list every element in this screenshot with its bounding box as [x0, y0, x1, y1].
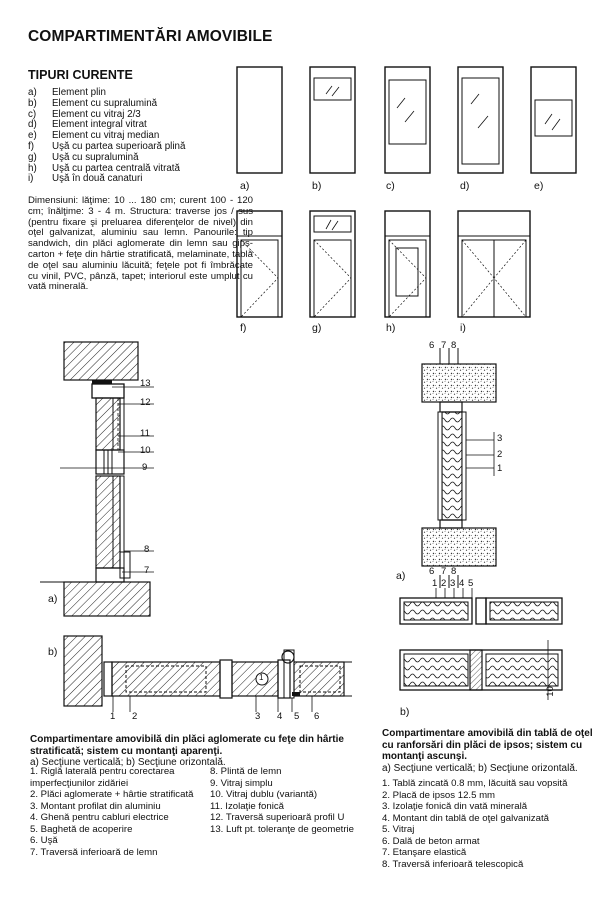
legend-item: 13. Luft pt. toleranţe de geometrie [210, 823, 354, 835]
legend-item: 6. Dală de beton armat [382, 835, 480, 847]
list-item: i) Uşă în două canaturi [28, 173, 143, 185]
right-caption-title: Compartimentare amovibilă din tablă de oţel cu ranforsări din plăci de ipsos; sistem cu montanţi ascunşi. [382, 728, 593, 762]
panel-i [458, 211, 530, 317]
legend-item: 10. Vitraj dublu (variantă) [210, 789, 318, 800]
rsection-label-a: a) [396, 570, 406, 582]
hcallout-3: 3 [255, 711, 261, 722]
rmid-6: 6 [429, 566, 435, 577]
panel-label-g: g) [312, 322, 322, 334]
callout-7: 7 [144, 565, 150, 576]
rside-3: 3 [497, 433, 503, 444]
right-vertical-section [422, 348, 496, 566]
left-caption-title: Compartimentare amovibilă din plăci aglomerate cu feţe din hârtie stratificată; sistem cu montanţi aparenţi. [30, 734, 344, 757]
legend-item: 1. Riglă laterală pentru corectarea imperfecţiunilor zidăriei [30, 766, 175, 789]
legend-item: 7. Traversă inferioară de lemn [30, 846, 158, 858]
page-title: COMPARTIMENTĂRI AMOVIBILE [28, 28, 273, 45]
callout-11: 11 [140, 428, 150, 439]
rh-4: 4 [459, 578, 465, 589]
right-horizontal-section-b [400, 640, 562, 700]
panel-d [458, 67, 503, 173]
rtop-6: 6 [429, 340, 435, 351]
legend-item: 7. Etanşare elastică [382, 847, 467, 858]
legend-item: 2. Placă de ipsos 12.5 mm [382, 789, 496, 801]
list-item: f) Uşă cu partea superioară plină [28, 140, 186, 152]
circle-label: 1 [259, 673, 264, 682]
list-item: h) Uşă cu partea centrală vitrată [28, 162, 180, 174]
legend-item: 12. Traversă superioară profil U [210, 812, 345, 823]
rh-3: 3 [450, 578, 456, 589]
panel-e [531, 67, 576, 173]
panel-label-c: c) [386, 180, 395, 192]
right-legend [382, 778, 597, 870]
rb-10: 10 [544, 686, 556, 697]
left-legend-col1 [30, 766, 200, 858]
rtop-8: 8 [451, 340, 457, 351]
list-item: b) Element cu supralumină [28, 97, 158, 109]
list-item: g) Uşă cu supralumină [28, 151, 139, 163]
callout-10: 10 [140, 445, 151, 456]
right-caption-sub: a) Secţiune verticală; b) Secţiune orizontală. [382, 762, 578, 774]
hcallout-4: 4 [277, 711, 283, 722]
rh-1: 1 [432, 578, 438, 589]
rh-2: 2 [441, 578, 447, 589]
panel-label-f: f) [240, 322, 247, 334]
legend-item: 5. Baghetă de acoperire [30, 823, 133, 835]
legend-item: 4. Ghenă pentru cabluri electrice [30, 812, 169, 823]
left-legend-col2 [210, 766, 380, 835]
legend-item: 2. Plăci aglomerate + hârtie stratificată [30, 789, 194, 800]
panel-g [310, 211, 355, 317]
rmid-8: 8 [451, 566, 457, 577]
description-text: Dimensiuni: lăţime: 10 ... 180 cm; curent 100 - 120 cm; înălţime: 3 - 4 m. Structura: traverse jos / sus (pentru fixare şi preluarea diferenţelor de nivel) din oţel galvanizat, aluminiu sau lemn. Panourile: tip sandwich, din plăci aglomerate din lemn sau gips-carton + feţe din hârtie stratificată, melaminate, tablă de oţel sau aluminiu lăcuită; feţele pot fi îmbrăcate cu vinil, PVC, pânză, tapet; interiorul este umplut cu vată minerală. [28, 195, 253, 293]
legend-item: 3. Montant profilat din aluminiu [30, 800, 161, 812]
panel-c [385, 67, 430, 173]
callout-8: 8 [144, 544, 150, 555]
legend-item: 11. Izolaţie fonică [210, 800, 284, 812]
list-item: d) Element integral vitrat [28, 119, 147, 131]
callout-12: 12 [140, 397, 151, 408]
right-caption [382, 728, 597, 774]
panel-f [237, 211, 282, 317]
rsection-label-b: b) [400, 706, 410, 718]
left-caption [30, 734, 375, 769]
rh-5: 5 [468, 578, 474, 589]
hcallout-1: 1 [110, 711, 116, 722]
right-horizontal-section-a [400, 575, 562, 624]
panel-label-d: d) [460, 180, 470, 192]
legend-item: 3. Izolaţie fonică din vată minerală [382, 801, 528, 812]
rmid-7: 7 [441, 566, 447, 577]
legend-item: 6. Uşă [30, 835, 58, 846]
panel-label-i: i) [460, 322, 466, 334]
section-label-b: b) [48, 646, 58, 658]
section-subtitle: TIPURI CURENTE [28, 68, 133, 82]
legend-item: 8. Traversă inferioară telescopică [382, 858, 524, 870]
section-label-a: a) [48, 593, 58, 605]
rtop-7: 7 [441, 340, 447, 351]
left-vertical-section [40, 342, 154, 616]
panel-h [385, 211, 430, 317]
legend-item: 9. Vitraj simplu [210, 777, 273, 789]
list-item: c) Element cu vitraj 2/3 [28, 108, 141, 120]
left-caption-sub: a) Secţiune verticală; b) Secţiune orizontală. [30, 757, 226, 768]
callout-9: 9 [142, 462, 148, 473]
panel-a [237, 67, 282, 173]
hcallout-5: 5 [294, 711, 300, 722]
rside-2: 2 [497, 449, 503, 460]
left-horizontal-section [64, 636, 352, 712]
legend-item: 5. Vitraj [382, 824, 415, 835]
legend-item: 4. Montant din tablă de oţel galvanizată [382, 812, 549, 824]
legend-item: 1. Tablă zincată 0.8 mm, lăcuită sau vopsită [382, 778, 568, 789]
callout-13: 13 [140, 378, 151, 389]
panel-label-a: a) [240, 180, 250, 192]
list-item: a) Element plin [28, 87, 106, 98]
legend-item: 8. Plintă de lemn [210, 766, 282, 777]
rside-1: 1 [497, 463, 503, 474]
panel-label-e: e) [534, 180, 544, 192]
hcallout-6: 6 [314, 711, 320, 722]
panel-label-b: b) [312, 180, 322, 192]
panel-label-h: h) [386, 322, 396, 334]
hcallout-2: 2 [132, 711, 138, 722]
panel-b [310, 67, 355, 173]
list-item: e) Element cu vitraj median [28, 130, 160, 142]
